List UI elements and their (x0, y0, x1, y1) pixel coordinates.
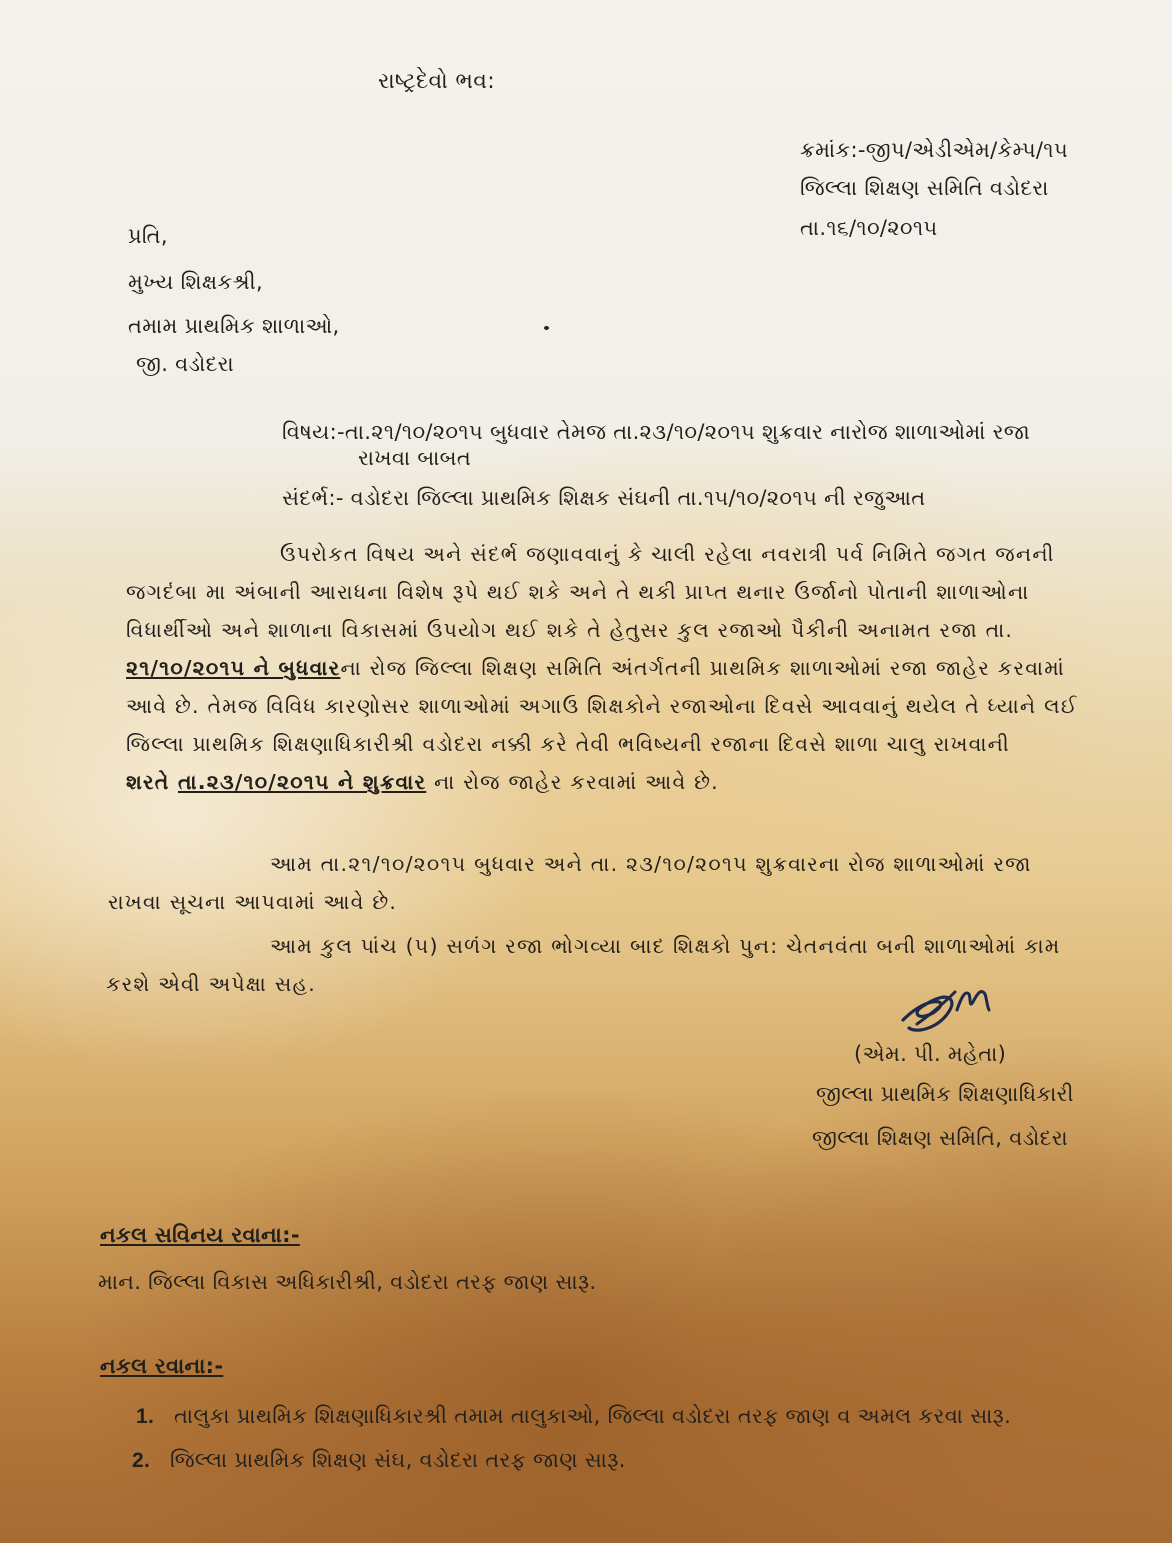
body-p1-line-7 (126, 768, 719, 796)
motto: રાષ્ટ્રદેવો ભવ: (378, 69, 495, 94)
ink-dot (544, 326, 549, 330)
copy-forwarded-item-2 (132, 1446, 626, 1475)
signatory-name: (એમ. પી. મહેતા) (854, 1042, 1007, 1066)
body-p1-line-7-prefix: શરતે (126, 770, 178, 794)
subject-line-2: રાખવા બાબત (358, 446, 472, 470)
copy-respectfully-line: માન. જિલ્લા વિકાસ અધિકારીશ્રી, વડોદરા તરફ જાણ સારૂ. (98, 1270, 597, 1294)
highlight-date-friday: તા.૨૩/૧૦/૨૦૧૫ ને શુક્રવાર (177, 770, 427, 794)
copy-forwarded-item-1 (136, 1402, 1011, 1431)
body-p1-line-5: આવે છે. તેમજ વિવિધ કારણોસર શાળાઓમાં અગાઉ શિક્ષકોને રજાઓના દિવસે આવવાનું થયેલ તે ધ્યાને લઈ (126, 694, 1078, 718)
body-p1-line-3: વિધાર્થીઓ અને શાળાના વિકાસમાં ઉપયોગ થઈ શકે તે હેતુસર કુલ રજાઓ પૈકીની અનામત રજા તા. (126, 618, 1014, 642)
reference-number: ક્રમાંક:-જીપ/એડીએમ/કેમ્પ/૧૫ (800, 138, 1068, 162)
body-p1-line-2: જગદંબા મા અંબાની આરાધના વિશેષ રૂપે થઈ શકે અને તે થકી પ્રાપ્ત થનાર ઉર્જાનો પોતાની શાળાઓના (126, 580, 1030, 604)
body-p3-line-1: આમ કુલ પાંચ (૫) સળંગ રજા ભોગવ્યા બાદ શિક્ષકો પુન: ચેતનવંતા બની શાળાઓમાં કામ (270, 934, 1061, 958)
body-p2-line-2: રાખવા સૂચના આપવામાં આવે છે. (108, 890, 398, 914)
body-p1-line-7-rest: ના રોજ જાહેર કરવામાં આવે છે. (426, 770, 719, 794)
body-p1-line-4 (126, 654, 1065, 682)
reference-line: સંદર્ભ:- વડોદરા જિલ્લા પ્રાથમિક શિક્ષક સંઘની તા.૧૫/૧૦/૨૦૧૫ ની રજુઆત (282, 486, 926, 510)
addressee-line-3: જી. વડોદરા (136, 352, 234, 376)
handwritten-signature (895, 980, 995, 1038)
copy-forwarded-heading: નકલ રવાના:- (100, 1354, 224, 1378)
item-number: 1. (136, 1405, 155, 1428)
body-p1-line-1: ઉપરોકત વિષય અને સંદર્ભ જણાવવાનું કે ચાલી રહેલા નવરાત્રી પર્વ નિમિતે જગત જનની (280, 542, 1055, 566)
body-p3-line-2: કરશે એવી અપેક્ષા સહ. (106, 972, 317, 996)
item-text: તાલુકા પ્રાથમિક શિક્ષણાધિકારશ્રી તમામ તાલુકાઓ, જિલ્લા વડોદરા તરફ જાણ વ અમલ કરવા સારૂ. (174, 1404, 1012, 1428)
body-p2-line-1: આમ તા.૨૧/૧૦/૨૦૧૫ બુધવાર અને તા. ૨૩/૧૦/૨૦૧૫ શુક્રવારના રોજ શાળાઓમાં રજા (270, 852, 1032, 876)
signatory-designation: જીલ્લા પ્રાથમિક શિક્ષણાધિકારી (816, 1082, 1074, 1106)
addressee-line-1: મુખ્ય શિક્ષકશ્રી, (128, 270, 263, 294)
letter-date: તા.૧૬/૧૦/૨૦૧૫ (800, 216, 938, 240)
addressee-to: પ્રતિ, (128, 224, 168, 248)
addressee-line-2: તમામ પ્રાથમિક શાળાઓ, (128, 314, 340, 338)
subject-line-1: વિષય:-તા.૨૧/૧૦/૨૦૧૫ બુધવાર તેમજ તા.૨૩/૧૦/૨૦૧૫ શુક્રવાર નારોજ શાળાઓમાં રજા (282, 420, 1031, 444)
highlight-date-wednesday: ૨૧/૧૦/૨૦૧૫ ને બુધવાર (126, 656, 341, 680)
copy-respectfully-heading: નકલ સવિનય રવાના:- (100, 1223, 300, 1247)
item-text: જિલ્લા પ્રાથમિક શિક્ષણ સંઘ, વડોદરા તરફ જાણ સારૂ. (170, 1448, 626, 1472)
item-number: 2. (132, 1449, 151, 1472)
signatory-office: જીલ્લા શિક્ષણ સમિતિ, વડોદરા (812, 1126, 1068, 1150)
body-p1-line-4-rest: ના રોજ જિલ્લા શિક્ષણ સમિતિ અંતર્ગતની પ્રાથમિક શાળાઓમાં રજા જાહેર કરવામાં (340, 656, 1065, 680)
issuing-office: જિલ્લા શિક્ષણ સમિતિ વડોદરા (800, 176, 1049, 200)
body-p1-line-6: જિલ્લા પ્રાથમિક શિક્ષણાધિકારીશ્રી વડોદરા નક્કી કરે તેવી ભવિષ્યની રજાના દિવસે શાળા ચાલુ રાખવાની (126, 732, 1010, 756)
